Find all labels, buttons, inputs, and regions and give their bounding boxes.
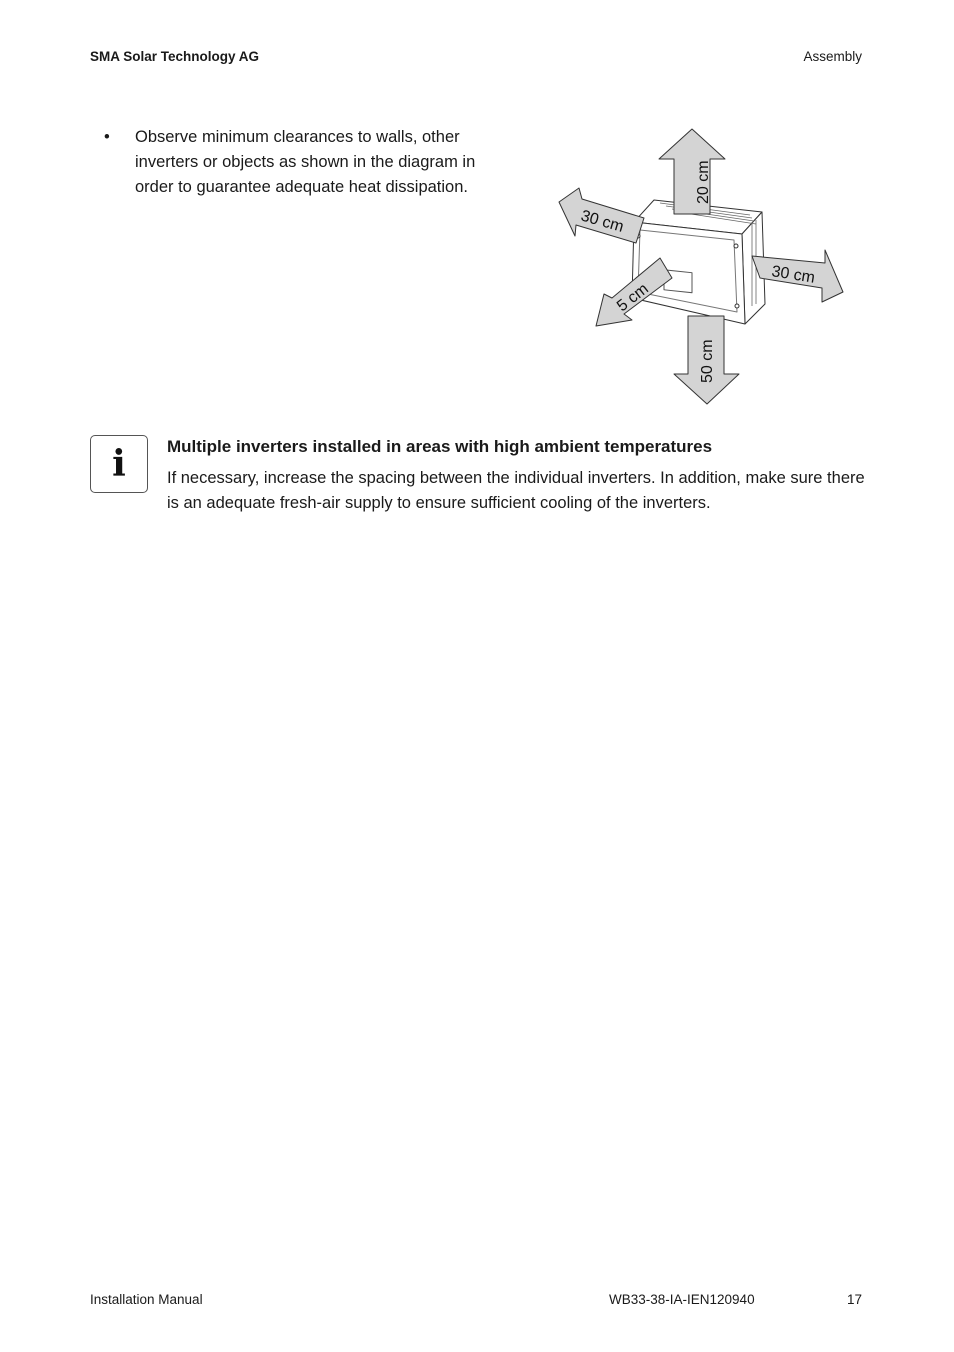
- note-title: Multiple inverters installed in areas with high ambient temperatures: [167, 437, 713, 456]
- note-body: If necessary, increase the spacing between the individual inverters. In addition, make sure there is an adequate fresh-air supply to ensure sufficient cooling of the inverters.: [167, 469, 865, 512]
- info-glyph: i: [112, 443, 126, 485]
- footer-doc-code: WB33-38-IA-IEN120940: [609, 1292, 755, 1307]
- footer-page-number: 17: [846, 1292, 862, 1307]
- bottom-clearance-label: 50 cm: [699, 339, 716, 383]
- bullet-text: Observe minimum clearances to walls, other inverters or objects as shown in the diagram in order to guarantee adequate heat dissipation.: [135, 128, 476, 196]
- info-icon: [90, 435, 148, 493]
- bullet-marker: •: [104, 128, 110, 146]
- clearance-diagram: [552, 126, 852, 408]
- clearance-bullet: [104, 125, 504, 200]
- screw-icon: [734, 244, 738, 248]
- right-clearance-label: 30 cm: [770, 263, 817, 287]
- header-section: Assembly: [803, 49, 862, 64]
- screw-icon: [735, 304, 739, 308]
- front-clearance-label: 5 cm: [613, 280, 652, 316]
- footer-doc-type: Installation Manual: [90, 1292, 203, 1307]
- top-clearance-label: 20 cm: [695, 160, 712, 204]
- header-company: SMA Solar Technology AG: [90, 49, 260, 64]
- left-clearance-label: 30 cm: [578, 207, 626, 236]
